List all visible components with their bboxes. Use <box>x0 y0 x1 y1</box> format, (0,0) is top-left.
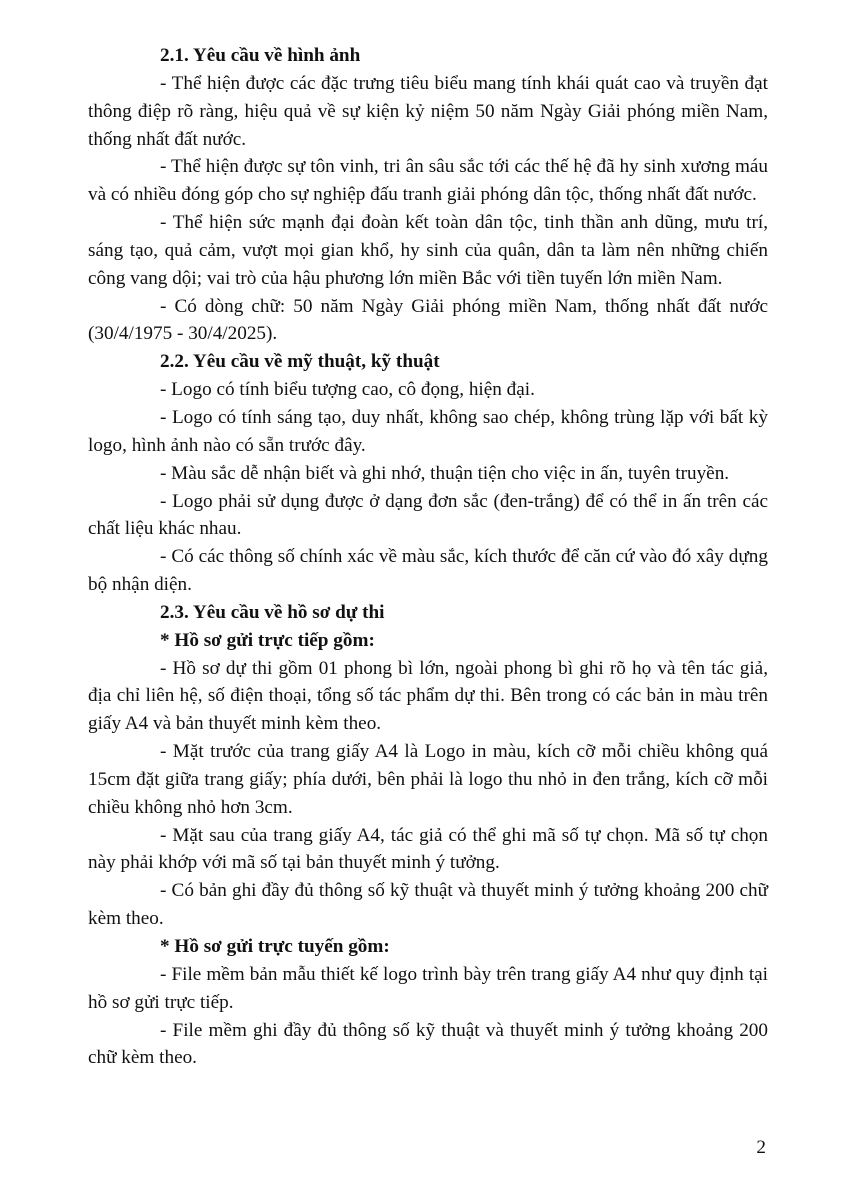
paragraph: - Có bản ghi đầy đủ thông số kỹ thuật và thuyết minh ý tưởng khoảng 200 chữ kèm theo. <box>88 880 768 930</box>
paragraph: - File mềm ghi đầy đủ thông số kỹ thuật và thuyết minh ý tưởng khoảng 200 chữ kèm theo. <box>88 1019 768 1069</box>
paragraph: - Có các thông số chính xác về màu sắc, kích thước để căn cứ vào đó xây dựng bộ nhận diện. <box>88 546 768 596</box>
section-heading: 2.3. Yêu cầu về hồ sơ dự thi <box>160 601 385 623</box>
paragraph: - File mềm bản mẫu thiết kế logo trình bày trên trang giấy A4 như quy định tại hồ sơ gửi trực tiếp. <box>88 963 768 1013</box>
subsection-heading: * Hồ sơ gửi trực tuyến gồm: <box>160 936 390 957</box>
paragraph: - Hồ sơ dự thi gồm 01 phong bì lớn, ngoài phong bì ghi rõ họ và tên tác giả, địa chỉ liên hệ, số điện thoại, tổng số tác phẩm dự thi. Bên trong có các bản in màu trên giấy A4 và bản thuyết minh kèm theo. <box>88 657 768 735</box>
paragraph: - Mặt trước của trang giấy A4 là Logo in màu, kích cỡ mỗi chiều không quá 15cm đặt giữa trang giấy; phía dưới, bên phải là logo thu nhỏ in đen trắng, kích cỡ mỗi chiều không nhỏ hơn 3cm. <box>88 741 768 818</box>
page-number: 2 <box>756 1137 766 1158</box>
section-heading: 2.1. Yêu cầu về hình ảnh <box>160 45 361 66</box>
subsection-heading: * Hồ sơ gửi trực tiếp gồm: <box>160 629 375 651</box>
paragraph: - Logo có tính sáng tạo, duy nhất, không sao chép, không trùng lặp với bất kỳ logo, hình ảnh nào có sẵn trước đây. <box>88 406 768 456</box>
paragraph: - Màu sắc dễ nhận biết và ghi nhớ, thuận tiện cho việc in ấn, tuyên truyền. <box>160 462 730 484</box>
paragraph: - Mặt sau của trang giấy A4, tác giả có thể ghi mã số tự chọn. Mã số tự chọn này phải khớp với mã số tại bản thuyết minh ý tưởng. <box>88 824 768 874</box>
paragraph: - Logo phải sử dụng được ở dạng đơn sắc (đen-trắng) để có thể in ấn trên các chất liệu khác nhau. <box>88 490 768 540</box>
document-page <box>88 42 768 1072</box>
section-heading: 2.2. Yêu cầu về mỹ thuật, kỹ thuật <box>160 351 440 373</box>
paragraph: - Thể hiện được sự tôn vinh, tri ân sâu sắc tới các thế hệ đã hy sinh xương máu và có nhiều đóng góp cho sự nghiệp đấu tranh giải phóng dân tộc, thống nhất đất nước. <box>88 156 768 206</box>
paragraph: - Thể hiện được các đặc trưng tiêu biểu mang tính khái quát cao và truyền đạt thông điệp rõ ràng, hiệu quả về sự kiện kỷ niệm 50 năm Ngày Giải phóng miền Nam, thống nhất đất nước. <box>88 72 768 150</box>
paragraph: - Có dòng chữ: 50 năm Ngày Giải phóng miền Nam, thống nhất đất nước (30/4/1975 - 30/4/2025). <box>88 295 768 345</box>
paragraph: - Logo có tính biểu tượng cao, cô đọng, hiện đại. <box>160 379 535 401</box>
paragraph: - Thể hiện sức mạnh đại đoàn kết toàn dân tộc, tinh thần anh dũng, mưu trí, sáng tạo, quả cảm, vượt mọi gian khổ, hy sinh của quân, dân ta làm nên những chiến công vang dội; vai trò của hậu phương lớn miền Bắc với tiền tuyến lớn miền Nam. <box>88 212 768 289</box>
